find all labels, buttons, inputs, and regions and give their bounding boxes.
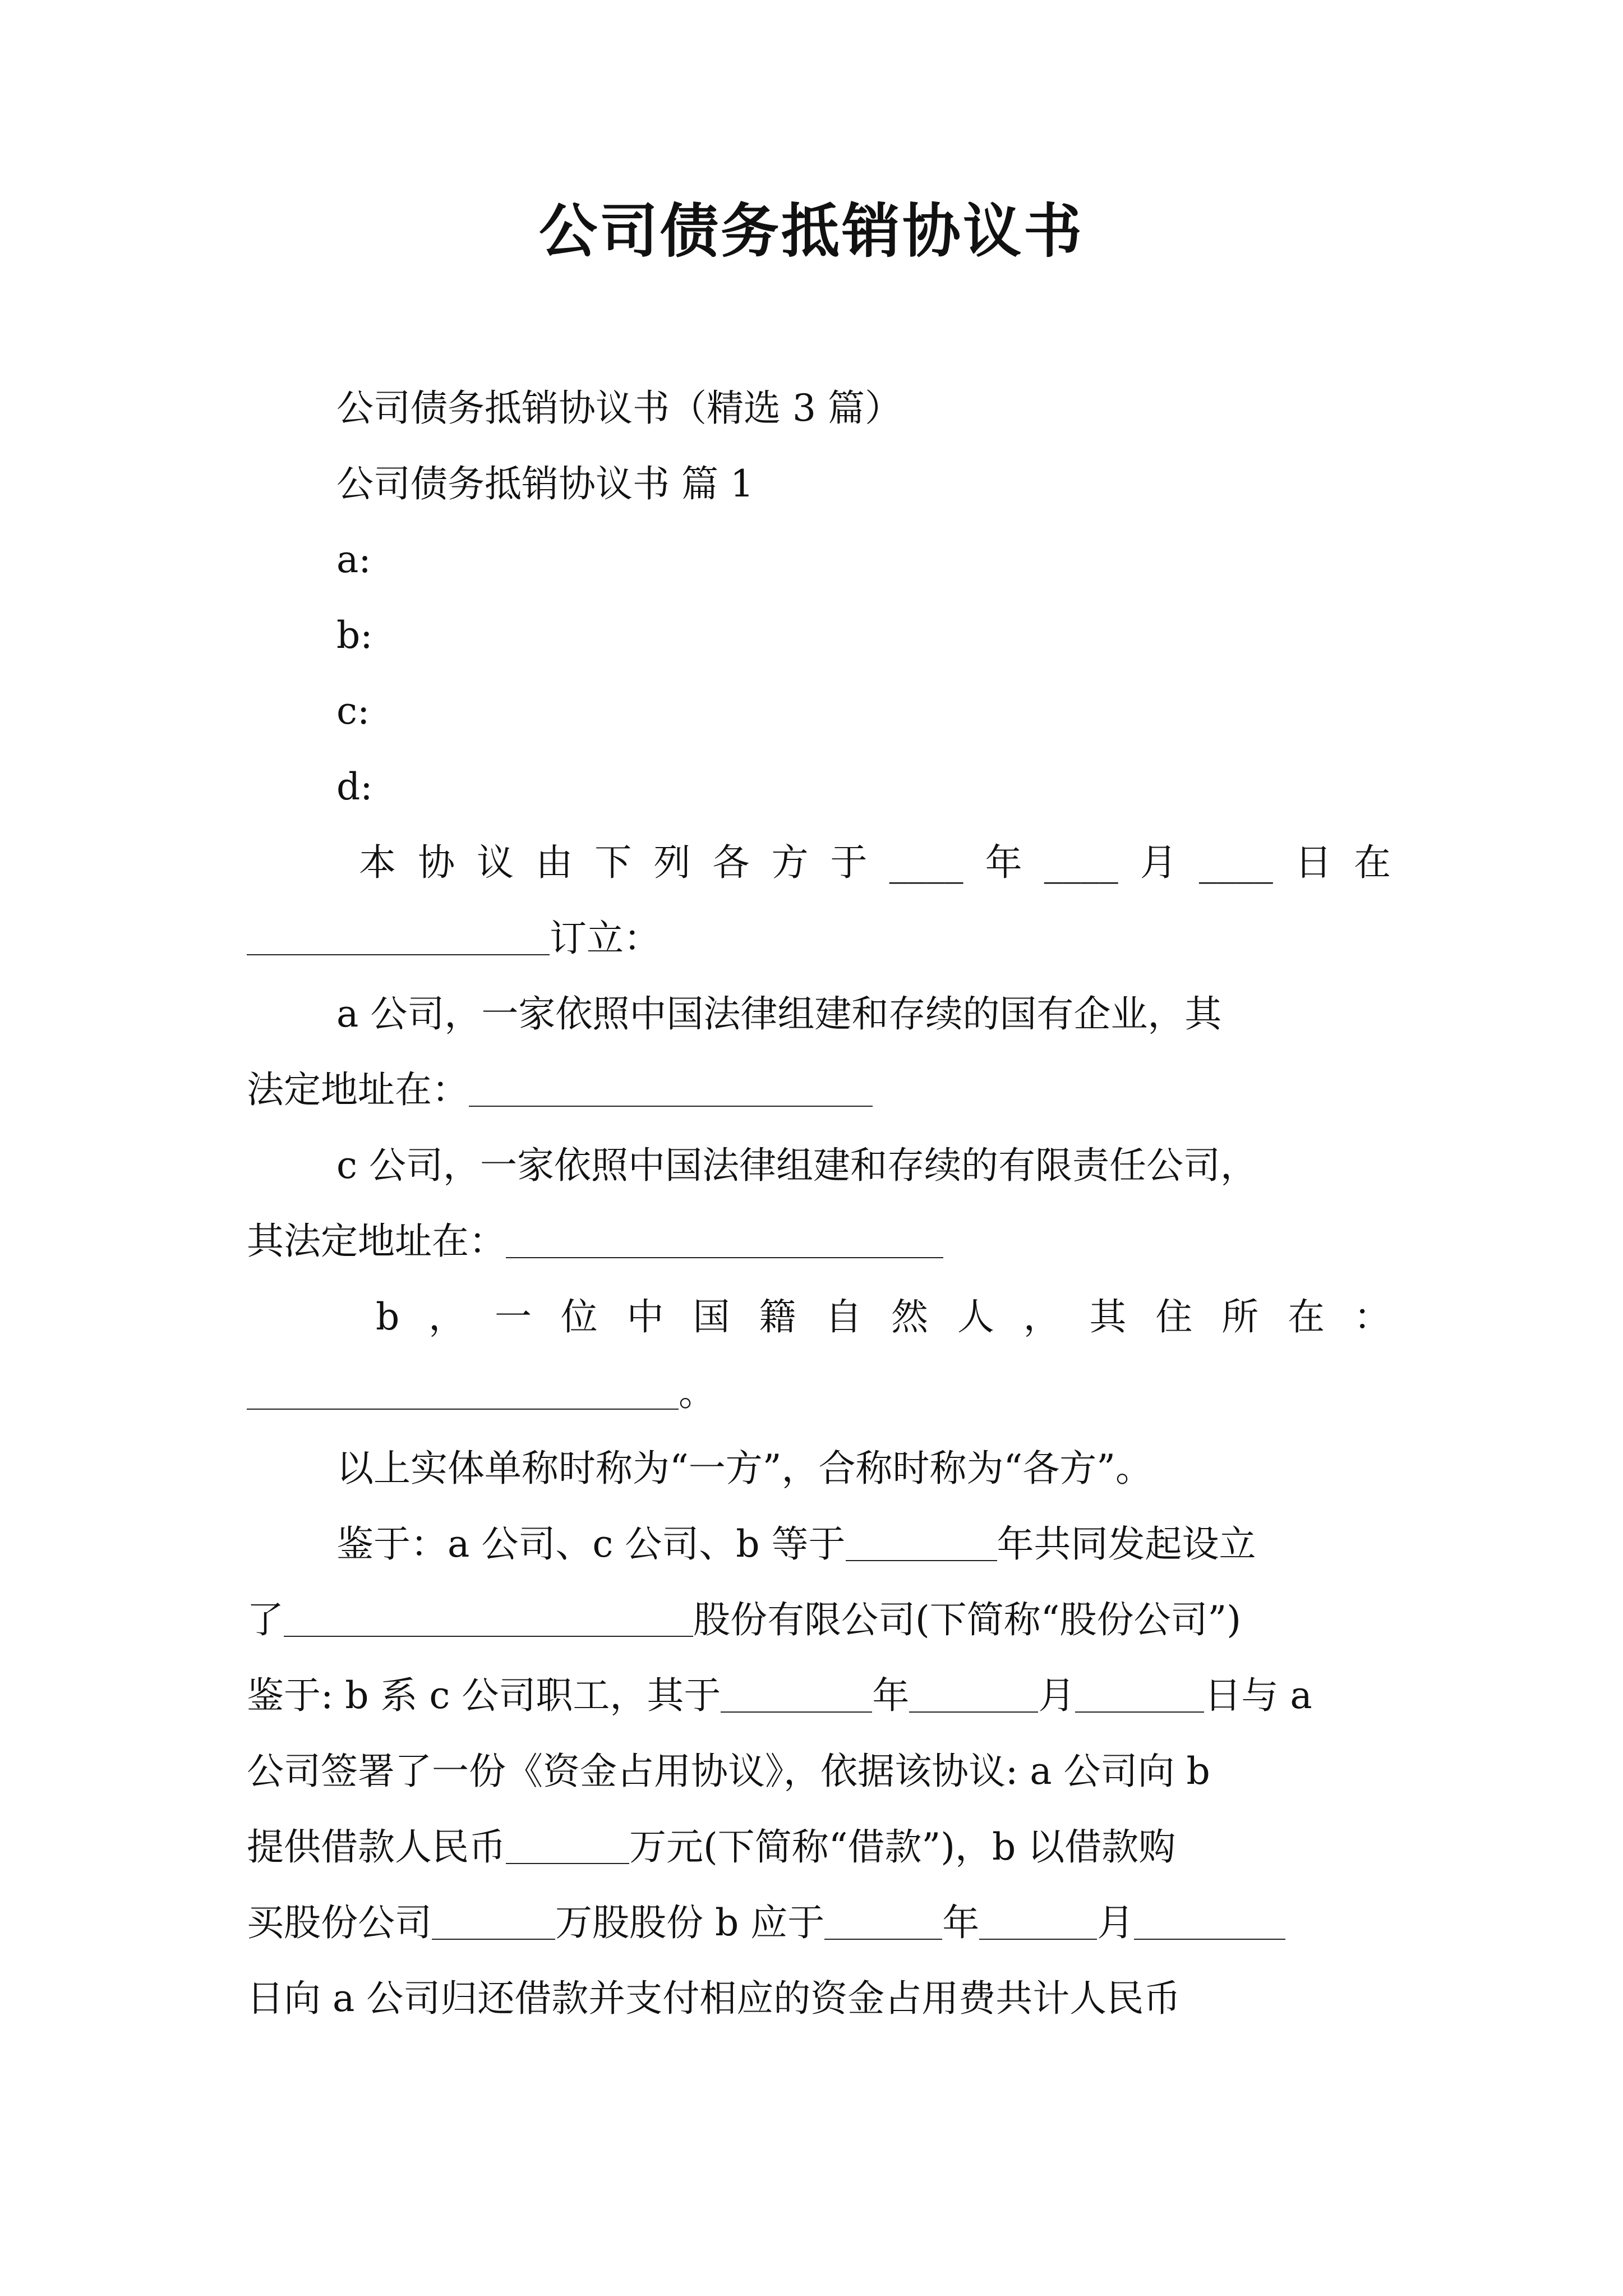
whereas-5-text: 提供借款人民币	[247, 1825, 506, 1869]
party-b-char: b	[376, 1295, 400, 1338]
party-b-char: ，	[428, 1295, 466, 1338]
intro-char: 各	[712, 841, 750, 884]
whereas-2-text: 了	[247, 1598, 284, 1641]
year-label: 年	[942, 1901, 980, 1944]
intro-char: 年	[985, 841, 1022, 884]
year-blank	[824, 1906, 942, 1940]
party-b-char: 自	[825, 1295, 863, 1338]
intro-char: 下	[594, 841, 632, 884]
party-c-address	[247, 1220, 1391, 1263]
whereas-6-mid: 万股股份 b 应于	[555, 1901, 825, 1944]
party-b-address-blank	[247, 1375, 679, 1410]
whereas-5-tail: 万元(下简称“借款”)，b 以借款购	[629, 1825, 1176, 1869]
party-a-address-label: 法定地址在：	[247, 1068, 469, 1111]
day-blank	[1075, 1678, 1204, 1713]
party-b-char: 人	[957, 1295, 994, 1338]
month-label: 月	[1038, 1674, 1076, 1717]
intro-blank: ____	[1044, 841, 1118, 884]
whereas-2-tail: 股份有限公司(下简称“股份公司”)	[693, 1598, 1241, 1641]
day-blank	[1134, 1906, 1285, 1940]
whereas-1-tail: 年共同发起设立	[997, 1522, 1256, 1566]
intro-end-line	[247, 917, 1391, 960]
month-blank	[909, 1678, 1038, 1713]
whereas-7-line: 日向 a 公司归还借款并支付相应的资金占用费共计人民币	[247, 1977, 1181, 2020]
party-a-desc: a 公司，一家依照中国法律组建和存续的国有企业，其	[336, 992, 1222, 1036]
company-name-blank	[284, 1603, 693, 1637]
party-c-desc: c 公司，一家依照中国法律组建和存续的有限责任公司，	[336, 1144, 1257, 1187]
intro-char: 于	[830, 841, 868, 884]
party-d-label: d:	[336, 765, 373, 808]
party-b-address	[247, 1371, 1391, 1414]
whereas-6-line	[247, 1901, 1391, 1944]
year-blank	[846, 1527, 997, 1561]
whereas-1-line	[336, 1522, 1391, 1566]
month-label: 月	[1097, 1901, 1135, 1944]
whereas-3-line	[247, 1674, 1391, 1717]
section-heading: 公司债务抵销协议书 篇 1	[336, 462, 754, 505]
intro-char: 由	[536, 841, 573, 884]
party-b-char: 一	[494, 1295, 532, 1338]
intro-blank: ____	[889, 841, 963, 884]
party-b-char: 位	[560, 1295, 598, 1338]
whereas-5-line	[247, 1825, 1391, 1869]
shares-blank	[432, 1906, 555, 1940]
intro-char: 在	[1353, 841, 1391, 884]
year-label: 年	[872, 1674, 910, 1717]
party-c-address-blank	[506, 1224, 943, 1258]
party-b-char: ：	[1353, 1295, 1391, 1338]
party-b-char: 国	[693, 1295, 730, 1338]
party-b-char: ，	[1023, 1295, 1061, 1338]
party-b-char: 在	[1288, 1295, 1325, 1338]
intro-char: 协	[418, 841, 455, 884]
year-blank	[721, 1678, 872, 1713]
intro-char: 议	[477, 841, 514, 884]
whereas-4-line: 公司签署了一份《资金占用协议》，依据该协议: a 公司向 b	[247, 1750, 1210, 1793]
party-a-label: a:	[336, 538, 371, 581]
whereas-6-text: 买股份公司	[247, 1901, 432, 1944]
party-a-address	[247, 1068, 1391, 1111]
intro-char: 月	[1140, 841, 1177, 884]
whereas-3-text: 鉴于: b 系 c 公司职工，其于	[247, 1674, 721, 1717]
party-b-char: 住	[1155, 1295, 1193, 1338]
party-b-char: 所	[1221, 1295, 1259, 1338]
intro-char: 本	[359, 841, 396, 884]
party-a-address-blank	[469, 1073, 873, 1107]
whereas-1-text: 鉴于：a 公司、c 公司、b 等于	[336, 1522, 846, 1566]
party-b-char: 籍	[759, 1295, 796, 1338]
intro-char: 方	[771, 841, 809, 884]
party-b-char: 其	[1089, 1295, 1127, 1338]
party-b-end: 。	[679, 1371, 716, 1414]
intro-end-text: 订立：	[550, 917, 661, 960]
place-blank	[247, 921, 550, 955]
party-c-address-label: 其法定地址在：	[247, 1220, 506, 1263]
whereas-3-tail: 日与 a	[1204, 1674, 1312, 1717]
intro-char: 日	[1294, 841, 1332, 884]
subtitle: 公司债务抵销协议书（精选 3 篇）	[336, 386, 902, 430]
party-b-label: b:	[336, 614, 373, 657]
document-title: 公司债务抵销协议书	[538, 196, 1084, 265]
definition-paragraph: 以上实体单称时称为“一方”，合称时称为“各方”。	[336, 1447, 1152, 1490]
party-b-char: 中	[626, 1295, 664, 1338]
intro-char: 列	[653, 841, 691, 884]
party-b-char: 然	[891, 1295, 928, 1338]
month-blank	[979, 1906, 1097, 1940]
party-b-desc	[376, 1295, 1391, 1338]
party-c-label: c:	[336, 689, 370, 733]
amount-blank	[506, 1830, 629, 1864]
intro-blank: ____	[1198, 841, 1273, 884]
intro-line	[359, 841, 1391, 884]
whereas-2-line	[247, 1598, 1391, 1641]
